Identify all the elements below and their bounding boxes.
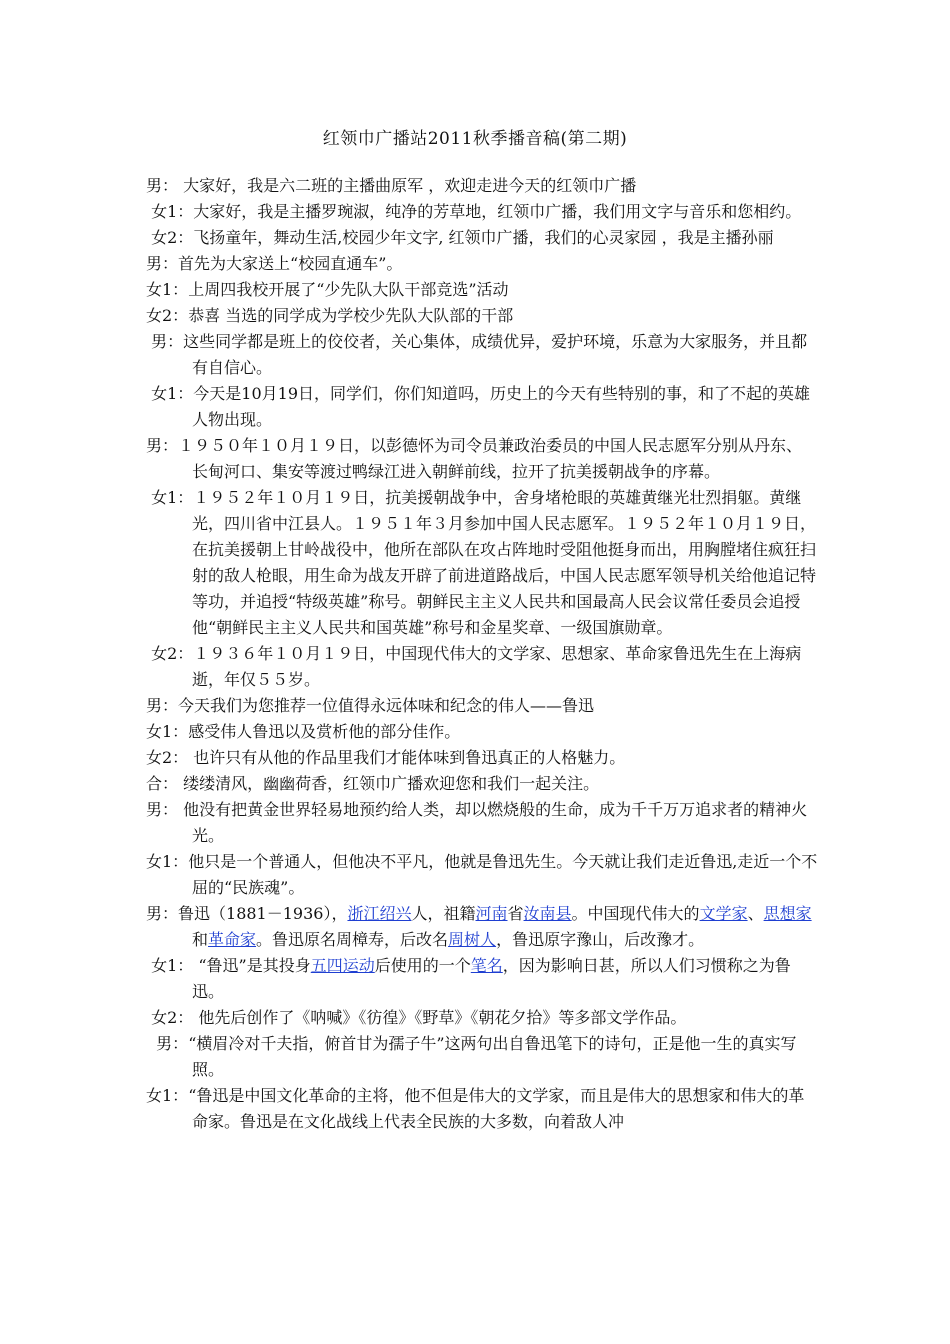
script-line	[146, 797, 818, 849]
speaker: 女1：	[146, 202, 194, 221]
speaker: 男：	[146, 696, 179, 715]
line-text: ，因为影响日甚，所以人们习惯称之为鲁迅。	[192, 956, 791, 1001]
script-line	[146, 849, 818, 901]
link-zhejiang-shaoxing[interactable]: 浙江绍兴	[347, 904, 412, 923]
link-henan[interactable]: 河南	[475, 904, 508, 923]
script-line	[146, 225, 818, 251]
script-line	[146, 771, 818, 797]
line-text: 大家好，我是六二班的主播曲原军 ，欢迎走进今天的红领巾广播	[178, 176, 637, 195]
line-text: “鲁迅”是其投身	[193, 956, 311, 975]
link-writer[interactable]: 文学家	[699, 904, 748, 923]
speaker: 男：	[146, 800, 179, 819]
script-line	[146, 251, 818, 277]
speaker: 男：	[146, 176, 179, 195]
document-title: 红领巾广播站2011秋季播音稿(第二期)	[322, 129, 628, 149]
line-text: １９３６年１０月１９日，中国现代伟大的文学家、思想家、革命家鲁迅先生在上海病逝，年仅５５岁。	[192, 644, 802, 689]
broadcast-script	[146, 173, 818, 1135]
line-text: 恭喜 当选的同学成为学校少先队大队部的干部	[188, 306, 514, 325]
link-zhou-shuren[interactable]: 周树人	[448, 930, 497, 949]
line-text: 感受伟人鲁迅以及赏析他的部分佳作。	[188, 722, 461, 741]
script-line	[146, 199, 818, 225]
speaker: 女1：	[146, 852, 189, 871]
line-text: 这些同学都是班上的佼佼者，关心集体，成绩优异，爱护环境，乐意为大家服务，并且都有自信心。	[183, 332, 808, 377]
script-line	[146, 329, 818, 381]
line-text: 他没有把黄金世界轻易地预约给人类，却以燃烧般的生命，成为千千万万追求者的精神火光。	[178, 800, 808, 845]
script-line	[146, 719, 818, 745]
speaker: 女2：	[146, 644, 194, 663]
line-text: 今天我们为您推荐一位值得永远体味和纪念的伟人——鲁迅	[178, 696, 595, 715]
speaker: 女1：	[146, 1086, 189, 1105]
speaker: 女2：	[146, 228, 194, 247]
speaker: 女2：	[146, 748, 189, 767]
script-line	[146, 277, 818, 303]
script-line	[146, 1005, 818, 1031]
link-may-fourth-movement[interactable]: 五四运动	[310, 956, 375, 975]
line-text: 缕缕清风，幽幽荷香，红领巾广播欢迎您和我们一起关注。	[178, 774, 600, 793]
script-line-pen-name	[146, 953, 818, 1005]
link-revolutionary[interactable]: 革命家	[208, 930, 257, 949]
script-line	[146, 745, 818, 771]
script-line	[146, 381, 818, 433]
link-runan-county[interactable]: 汝南县	[523, 904, 572, 923]
speaker: 男：	[146, 904, 179, 923]
link-thinker[interactable]: 思想家	[763, 904, 812, 923]
speaker: 男：	[146, 436, 179, 455]
speaker: 女1：	[146, 956, 194, 975]
line-text: １９５０年１０月１９日，以彭德怀为司令员兼政治委员的中国人民志愿军分别从丹东、长甸河口、集安等渡过鸭绿江进入朝鲜前线，拉开了抗美援朝战争的序幕。	[178, 436, 803, 481]
script-line	[146, 173, 818, 199]
script-line	[146, 1031, 818, 1083]
line-text: 今天是10月19日，同学们，你们知道吗，历史上的今天有些特别的事，和了不起的英雄人物出现。	[192, 384, 811, 429]
line-text: “鲁迅是中国文化革命的主将，他不但是伟大的文学家，而且是伟大的思想家和伟大的革命家。鲁迅是在文化战线上代表全民族的大多数，向着敌人冲	[188, 1086, 805, 1131]
speaker: 女2：	[146, 306, 189, 325]
line-text: 省	[507, 904, 524, 923]
speaker: 男：	[146, 1034, 189, 1053]
script-line	[146, 485, 818, 641]
speaker: 女1：	[146, 488, 194, 507]
line-text: 后使用的一个	[374, 956, 471, 975]
script-line	[146, 303, 818, 329]
line-text: 首先为大家送上“校园直通车”。	[178, 254, 403, 273]
speaker: 女1：	[146, 722, 189, 741]
speaker: 男：	[146, 254, 179, 273]
line-text: “横眉冷对千夫指，俯首甘为孺子牛”这两句出自鲁迅笔下的诗句，正是他一生的真实写照。	[188, 1034, 797, 1079]
line-text: ，鲁迅原字豫山，后改豫才。	[496, 930, 705, 949]
line-text: １９５２年１０月１９日，抗美援朝战争中，舍身堵枪眼的英雄黄继光壮烈捐躯。黄继光，四川省中江县人。１９５１年３月参加中国人民志愿军。１９５２年１０月１９日，在抗美援朝上甘岭战役中，他所在部队在攻占阵地时受阻他挺身而出，用胸膛堵住疯狂扫射的敌人枪眼，用生命为战友开辟了前进道路战后，中国人民志愿军领导机关给他追记特等功，并追授“特级英雄”称号。朝鲜民主主义人民共和国最高人民会议常任委员会追授他“朝鲜民主主义人民共和国英雄”称号和金星奖章、一级国旗勋章。	[192, 488, 817, 637]
line-text: 和	[192, 930, 209, 949]
line-text: 他先后创作了《呐喊》《彷徨》《野草》《朝花夕拾》等多部文学作品。	[193, 1008, 687, 1027]
speaker: 女1：	[146, 280, 189, 299]
script-line	[146, 693, 818, 719]
line-text: 。中国现代伟大的	[571, 904, 700, 923]
script-line	[146, 1083, 818, 1135]
line-text: 飞扬童年，舞动生活,校园少年文字, 红领巾广播，我们的心灵家园 ，我是主播孙丽	[193, 228, 774, 247]
line-text: 他只是一个普通人，但他决不平凡，他就是鲁迅先生。今天就让我们走近鲁迅,走近一个不屈的“民族魂”。	[188, 852, 818, 897]
line-text: 、	[747, 904, 764, 923]
script-line-luxun-bio	[146, 901, 818, 953]
speaker: 合：	[146, 774, 179, 793]
line-text: 。鲁迅原名周樟寿，后改名	[256, 930, 449, 949]
script-line	[146, 641, 818, 693]
line-text: 也许只有从他的作品里我们才能体味到鲁迅真正的人格魅力。	[188, 748, 626, 767]
line-text: 人，祖籍	[411, 904, 476, 923]
speaker: 男：	[146, 332, 184, 351]
line-text: 鲁迅（1881－1936），	[178, 904, 348, 923]
speaker: 女1：	[146, 384, 194, 403]
line-text: 大家好，我是主播罗琬淑，纯净的芳草地，红领巾广播，我们用文字与音乐和您相约。	[193, 202, 802, 221]
link-pen-name[interactable]: 笔名	[470, 956, 503, 975]
line-text: 上周四我校开展了“少先队大队干部竞选”活动	[188, 280, 509, 299]
speaker: 女2：	[146, 1008, 194, 1027]
script-line	[146, 433, 818, 485]
